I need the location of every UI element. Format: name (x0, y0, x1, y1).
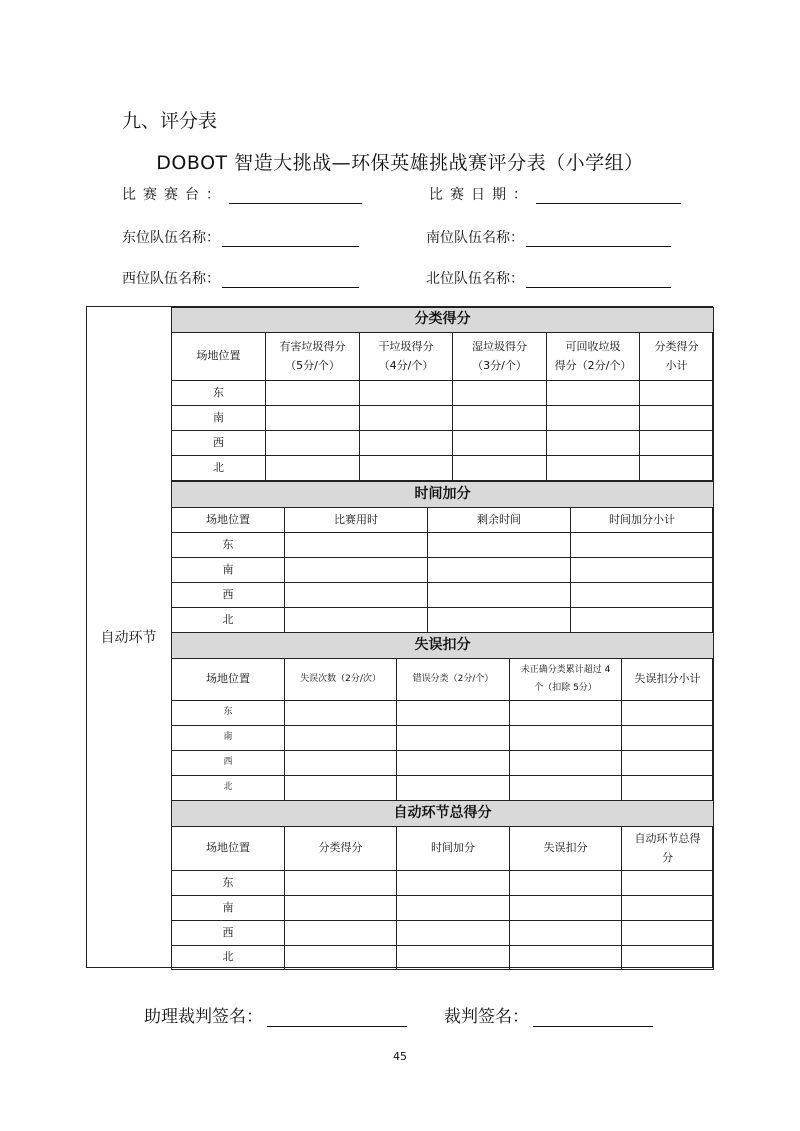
table-row (172, 751, 714, 776)
classification-col-headers (172, 333, 714, 381)
score-cell[interactable] (622, 921, 714, 946)
col-dry-line1: 干垃圾得分 (378, 339, 434, 353)
score-cell[interactable] (285, 533, 428, 558)
position-cell: 北 (172, 946, 285, 970)
col-unsorted-line2: 个（扣除 5分） (534, 682, 597, 693)
table-row (172, 456, 714, 481)
north-team-field (426, 268, 671, 288)
table-row (172, 406, 714, 431)
score-cell[interactable] (510, 871, 622, 896)
col-wet-line2: （3分/个） (472, 358, 527, 372)
position-cell: 西 (172, 751, 285, 776)
col-unsorted-line1: 未正确分类累计超过 4 (520, 665, 611, 676)
col-dry (360, 333, 453, 381)
score-cell[interactable] (397, 776, 510, 801)
position-cell: 东 (172, 871, 285, 896)
score-cell[interactable] (571, 608, 714, 633)
table-row (172, 946, 714, 970)
score-cell[interactable] (510, 896, 622, 921)
assistant-referee-label: 助理裁判签名： (144, 1007, 263, 1027)
table-row (172, 431, 714, 456)
score-cell[interactable] (547, 381, 640, 406)
col-total-line1: 自动环节总得 (634, 831, 701, 845)
score-cell[interactable] (285, 726, 397, 751)
col-recyclable-line2: 得分（2分/个） (554, 358, 632, 372)
total-col-headers (172, 827, 714, 871)
venue-label: 比赛赛台： (122, 187, 227, 203)
referee-label: 裁判签名： (444, 1007, 529, 1027)
east-team-line[interactable] (222, 231, 359, 247)
score-cell[interactable] (640, 431, 714, 456)
score-cell[interactable] (360, 456, 453, 481)
score-cell[interactable] (397, 896, 510, 921)
score-cell[interactable] (510, 776, 622, 801)
score-cell[interactable] (622, 726, 714, 751)
score-cell[interactable] (622, 946, 714, 970)
score-cell[interactable] (510, 751, 622, 776)
col-recyclable (547, 333, 640, 381)
table-row (172, 776, 714, 801)
col-time-subtotal: 时间加分小计 (571, 508, 714, 533)
north-team-label: 北位队伍名称： (426, 271, 524, 287)
score-cell[interactable] (397, 726, 510, 751)
score-cell[interactable] (510, 946, 622, 970)
score-cell[interactable] (571, 558, 714, 583)
score-cell[interactable] (428, 533, 571, 558)
west-team-label: 西位队伍名称： (122, 271, 220, 287)
score-cell[interactable] (510, 701, 622, 726)
score-cell[interactable] (622, 701, 714, 726)
table-row (172, 701, 714, 726)
auto-section-label: 自动环节 (86, 306, 172, 968)
assistant-referee-signature (144, 1002, 407, 1027)
score-cell[interactable] (571, 583, 714, 608)
score-cell[interactable] (285, 608, 428, 633)
score-cell[interactable] (622, 896, 714, 921)
score-cell[interactable] (571, 533, 714, 558)
table-row (172, 381, 714, 406)
table-row (172, 558, 714, 583)
score-cell[interactable] (510, 726, 622, 751)
col-penalty-subtotal: 失误扣分小计 (622, 659, 714, 701)
date-label: 比赛日期： (429, 187, 534, 203)
score-cell[interactable] (285, 776, 397, 801)
position-cell: 北 (172, 608, 285, 633)
col-penalty: 失误扣分 (510, 827, 622, 871)
assistant-referee-line[interactable] (267, 1008, 407, 1027)
position-cell: 南 (172, 406, 266, 431)
table-row (172, 896, 714, 921)
classification-header: 分类得分 (172, 308, 714, 333)
score-cell[interactable] (285, 558, 428, 583)
score-cell[interactable] (547, 406, 640, 431)
col-position: 场地位置 (172, 827, 285, 871)
classification-table (171, 307, 714, 481)
score-cell[interactable] (428, 608, 571, 633)
score-cell[interactable] (266, 456, 360, 481)
table-row (172, 583, 714, 608)
table-row (172, 608, 714, 633)
time-bonus-col-headers (172, 508, 714, 533)
col-time-used: 比赛用时 (285, 508, 428, 533)
col-wet (453, 333, 547, 381)
col-wrong-sort: 错误分类（2分/个） (397, 659, 510, 701)
position-cell: 北 (172, 776, 285, 801)
score-cell[interactable] (285, 921, 397, 946)
score-cell[interactable] (547, 456, 640, 481)
west-team-field (122, 268, 359, 288)
time-bonus-table (171, 481, 714, 633)
table-row (172, 533, 714, 558)
score-cell[interactable] (285, 751, 397, 776)
score-cell[interactable] (397, 921, 510, 946)
col-hazardous-line1: 有害垃圾得分 (279, 339, 346, 353)
col-total-line2: 分 (662, 850, 673, 864)
position-cell: 南 (172, 896, 285, 921)
score-cell[interactable] (285, 701, 397, 726)
score-cell[interactable] (640, 456, 714, 481)
col-position: 场地位置 (172, 659, 285, 701)
position-cell: 东 (172, 701, 285, 726)
score-cell[interactable] (266, 406, 360, 431)
referee-signature (444, 1002, 653, 1027)
position-cell: 东 (172, 381, 266, 406)
position-cell: 东 (172, 533, 285, 558)
col-dry-line2: （4分/个） (378, 358, 434, 372)
score-cell[interactable] (453, 431, 547, 456)
position-cell: 南 (172, 558, 285, 583)
time-bonus-header: 时间加分 (172, 482, 714, 508)
col-error-count: 失误次数（2分/次） (285, 659, 397, 701)
score-cell[interactable] (428, 558, 571, 583)
east-team-label: 东位队伍名称： (122, 230, 220, 246)
score-cell[interactable] (547, 431, 640, 456)
score-cell[interactable] (266, 381, 360, 406)
table-row (172, 726, 714, 751)
score-cell[interactable] (285, 871, 397, 896)
south-team-field (426, 227, 671, 247)
date-line[interactable] (536, 188, 681, 204)
col-hazardous (266, 333, 360, 381)
south-team-line[interactable] (526, 231, 671, 247)
score-cell[interactable] (640, 406, 714, 431)
col-recyclable-line1: 可回收垃圾 (565, 339, 621, 353)
score-cell[interactable] (622, 751, 714, 776)
col-time-remaining: 剩余时间 (428, 508, 571, 533)
score-cell[interactable] (453, 456, 547, 481)
col-class-score: 分类得分 (285, 827, 397, 871)
col-unsorted (510, 659, 622, 701)
table-row (172, 921, 714, 946)
score-cell[interactable] (397, 701, 510, 726)
position-cell: 西 (172, 431, 266, 456)
position-cell: 北 (172, 456, 266, 481)
col-class-subtotal-line1: 分类得分 (654, 339, 699, 353)
score-cell[interactable] (360, 381, 453, 406)
col-hazardous-line2: （5分/个） (285, 358, 340, 372)
score-cell[interactable] (453, 406, 547, 431)
score-cell[interactable] (397, 871, 510, 896)
total-header: 自动环节总得分 (172, 801, 714, 827)
score-cell[interactable] (285, 946, 397, 970)
score-cell[interactable] (360, 431, 453, 456)
east-team-field (122, 227, 359, 247)
document-title: DOBOT 智造大挑战—环保英雄挑战赛评分表（小学组） (156, 152, 644, 174)
col-total-score (622, 827, 714, 871)
north-team-line[interactable] (526, 272, 671, 288)
referee-line[interactable] (533, 1008, 653, 1027)
venue-line[interactable] (229, 188, 362, 204)
col-time-bonus: 时间加分 (397, 827, 510, 871)
score-cell[interactable] (266, 431, 360, 456)
score-cell[interactable] (285, 583, 428, 608)
col-class-subtotal (640, 333, 714, 381)
penalty-header: 失误扣分 (172, 633, 714, 659)
page-number: 45 (393, 1050, 407, 1063)
score-cell[interactable] (622, 776, 714, 801)
venue-field (122, 184, 362, 204)
score-cell[interactable] (453, 381, 547, 406)
total-table (171, 800, 714, 970)
score-cell[interactable] (428, 583, 571, 608)
west-team-line[interactable] (222, 272, 359, 288)
position-cell: 南 (172, 726, 285, 751)
south-team-label: 南位队伍名称： (426, 230, 524, 246)
score-cell[interactable] (360, 406, 453, 431)
position-cell: 西 (172, 583, 285, 608)
score-cell[interactable] (397, 751, 510, 776)
score-cell[interactable] (285, 896, 397, 921)
table-row (172, 871, 714, 896)
penalty-col-headers (172, 659, 714, 701)
section-heading: 九、评分表 (122, 110, 218, 132)
col-class-subtotal-line2: 小计 (665, 358, 688, 372)
col-position: 场地位置 (172, 508, 285, 533)
col-wet-line1: 湿垃圾得分 (472, 339, 527, 353)
score-cell[interactable] (510, 921, 622, 946)
col-position: 场地位置 (172, 333, 266, 381)
score-cell[interactable] (397, 946, 510, 970)
position-cell: 西 (172, 921, 285, 946)
score-cell[interactable] (640, 381, 714, 406)
penalty-table (171, 632, 714, 801)
score-cell[interactable] (622, 871, 714, 896)
date-field (429, 184, 681, 204)
